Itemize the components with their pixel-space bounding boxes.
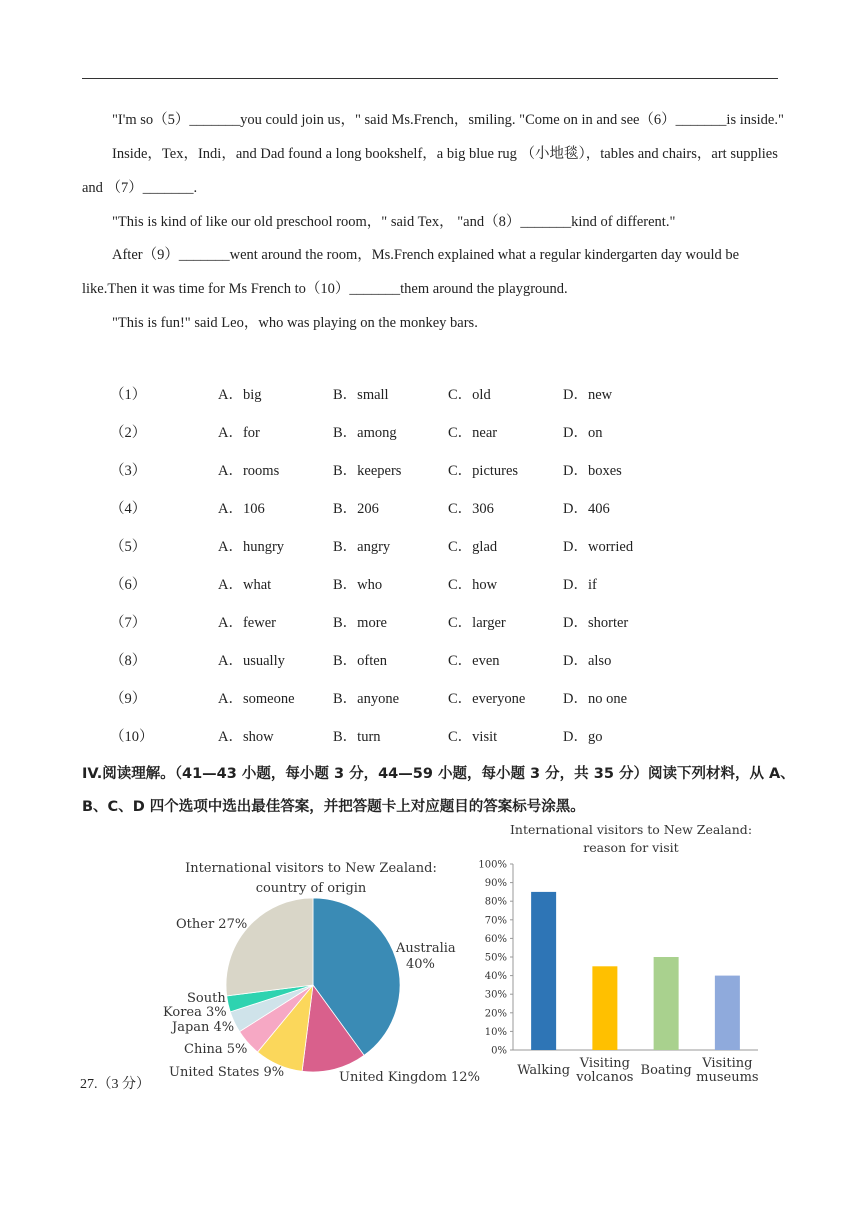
passage-line-7: "This is fun!" said Leo，who was playing on the monkey bars. bbox=[112, 315, 478, 331]
option-row bbox=[110, 649, 670, 669]
option-row bbox=[110, 725, 670, 745]
option-b: B．more bbox=[333, 615, 387, 631]
bar-title-line-2: reason for visit bbox=[583, 840, 679, 855]
option-d: D．no one bbox=[563, 691, 628, 707]
pie-label-united-kingdom: United Kingdom 12% bbox=[339, 1070, 480, 1085]
option-row bbox=[110, 421, 670, 441]
option-c: C．306 bbox=[448, 501, 494, 517]
x-tick-label: Boating bbox=[640, 1063, 692, 1078]
option-a: A．usually bbox=[218, 653, 285, 669]
y-tick-label: 10% bbox=[484, 1026, 507, 1038]
option-b: B．keepers bbox=[333, 463, 402, 479]
option-number: （1） bbox=[110, 387, 147, 403]
bar-walking bbox=[531, 892, 556, 1050]
option-b: B．anyone bbox=[333, 691, 400, 707]
x-tick-label: Walking bbox=[517, 1063, 571, 1078]
pie-label-australia: Australia bbox=[396, 941, 456, 956]
option-c: C．how bbox=[448, 577, 498, 593]
option-c: C．pictures bbox=[448, 463, 519, 479]
y-tick-label: 50% bbox=[484, 952, 507, 964]
pie-chart bbox=[160, 848, 480, 1093]
y-tick-label: 0% bbox=[491, 1045, 507, 1057]
option-d: D．also bbox=[563, 653, 612, 669]
pie-label-other: Other 27% bbox=[176, 917, 248, 932]
option-d: D．shorter bbox=[563, 615, 629, 631]
option-b: B．206 bbox=[333, 501, 379, 517]
passage-line-2: Inside，Tex，Indi，and Dad found a long bookshelf，a big blue rug （小地毯），tables and chairs，art supplies bbox=[112, 146, 778, 162]
option-number: （5） bbox=[110, 539, 147, 555]
option-row bbox=[110, 497, 670, 517]
passage-line-3: and （7）_______. bbox=[82, 180, 198, 196]
bar-title-line-1: International visitors to New Zealand: bbox=[509, 822, 753, 837]
option-a: A．show bbox=[218, 729, 274, 745]
option-b: B．turn bbox=[333, 729, 381, 745]
option-a: A．for bbox=[218, 425, 260, 441]
option-b: B．often bbox=[333, 653, 387, 669]
y-tick-label: 20% bbox=[484, 1008, 507, 1020]
section-heading-line-1: IV.阅读理解。（41—43 小题，每小题 3 分，44—59 小题，每小题 3 分，共 35 分）阅读下列材料，从 A、 bbox=[82, 766, 795, 782]
y-tick-label: 80% bbox=[484, 896, 507, 908]
option-row bbox=[110, 573, 670, 593]
option-c: C．even bbox=[448, 653, 500, 669]
passage-line-4: "This is kind of like our old preschool room，" said Tex， "and（8）_______kind of different." bbox=[112, 214, 676, 230]
y-tick-label: 70% bbox=[484, 915, 507, 927]
pie-label-south: South bbox=[187, 991, 226, 1006]
option-number: （9） bbox=[110, 691, 147, 707]
option-c: C．near bbox=[448, 425, 498, 441]
option-a: A．rooms bbox=[218, 463, 280, 479]
option-a: A．106 bbox=[218, 501, 265, 517]
option-a: A．hungry bbox=[218, 539, 285, 555]
option-number: （6） bbox=[110, 577, 147, 593]
pie-label-japan: Japan 4% bbox=[172, 1020, 235, 1035]
y-tick-label: 60% bbox=[484, 933, 507, 945]
pie-slice-other bbox=[226, 898, 313, 996]
option-number: （2） bbox=[110, 425, 147, 441]
bar-category-labels bbox=[517, 1056, 758, 1085]
x-tick-label: museums bbox=[696, 1070, 759, 1085]
pie-value-australia: 40% bbox=[406, 957, 435, 972]
x-tick-label: volcanos bbox=[576, 1070, 634, 1085]
option-number: （4） bbox=[110, 501, 147, 517]
option-number: （8） bbox=[110, 653, 147, 669]
option-d: D．boxes bbox=[563, 463, 622, 479]
option-row bbox=[110, 611, 670, 631]
option-c: C．larger bbox=[448, 615, 506, 631]
pie-label-united-states: United States 9% bbox=[169, 1065, 285, 1080]
option-row bbox=[110, 687, 670, 707]
option-number: （7） bbox=[110, 615, 147, 631]
bar-chart bbox=[470, 818, 770, 1090]
pie-title-line-1: International visitors to New Zealand: bbox=[185, 861, 437, 876]
option-c: C．old bbox=[448, 387, 491, 403]
option-number: （10） bbox=[110, 729, 154, 745]
option-b: B．who bbox=[333, 577, 383, 593]
passage-line-6: like.Then it was time for Ms French to（10）_______them around the playground. bbox=[82, 281, 568, 297]
y-tick-label: 100% bbox=[478, 859, 507, 871]
option-d: D．new bbox=[563, 387, 613, 403]
option-row bbox=[110, 383, 670, 403]
pie-title-line-2: country of origin bbox=[255, 881, 367, 896]
option-c: C．glad bbox=[448, 539, 498, 555]
option-row bbox=[110, 459, 670, 479]
option-d: D．406 bbox=[563, 501, 610, 517]
question-number: 27.（3 分） bbox=[80, 1077, 150, 1092]
bar-boating bbox=[654, 957, 679, 1050]
option-number: （3） bbox=[110, 463, 147, 479]
option-c: C．everyone bbox=[448, 691, 526, 707]
option-row bbox=[110, 535, 670, 555]
bar-visiting-volcanos bbox=[592, 966, 617, 1050]
option-b: B．among bbox=[333, 425, 397, 441]
y-tick-label: 30% bbox=[484, 989, 507, 1001]
bar-series bbox=[531, 892, 740, 1050]
pie-slices bbox=[226, 898, 400, 1072]
option-d: D．go bbox=[563, 729, 603, 745]
option-c: C．visit bbox=[448, 729, 498, 745]
option-a: A．big bbox=[218, 387, 262, 403]
y-tick-label: 40% bbox=[484, 971, 507, 983]
option-d: D．worried bbox=[563, 539, 634, 555]
passage-line-1: "I'm so（5）_______you could join us，" said Ms.French，smiling. "Come on in and see（6）_______is inside." bbox=[112, 112, 784, 128]
option-a: A．fewer bbox=[218, 615, 276, 631]
pie-label-korea: Korea 3% bbox=[163, 1005, 227, 1020]
x-tick-label: Visiting bbox=[579, 1056, 630, 1071]
option-a: A．what bbox=[218, 577, 272, 593]
option-b: B．small bbox=[333, 387, 389, 403]
bar-visiting-museums bbox=[715, 976, 740, 1050]
option-a: A．someone bbox=[218, 691, 295, 707]
option-b: B．angry bbox=[333, 539, 391, 555]
option-d: D．if bbox=[563, 577, 597, 593]
section-heading-line-2: B、C、D 四个选项中选出最佳答案，并把答题卡上对应题目的答案标号涂黑。 bbox=[82, 799, 585, 815]
header-rule bbox=[82, 78, 778, 79]
passage-line-5: After（9）_______went around the room，Ms.French explained what a regular kindergarten day would be bbox=[112, 247, 740, 263]
option-d: D．on bbox=[563, 425, 603, 441]
x-tick-label: Visiting bbox=[702, 1056, 753, 1071]
y-tick-label: 90% bbox=[484, 878, 507, 890]
pie-label-china: China 5% bbox=[184, 1042, 248, 1057]
